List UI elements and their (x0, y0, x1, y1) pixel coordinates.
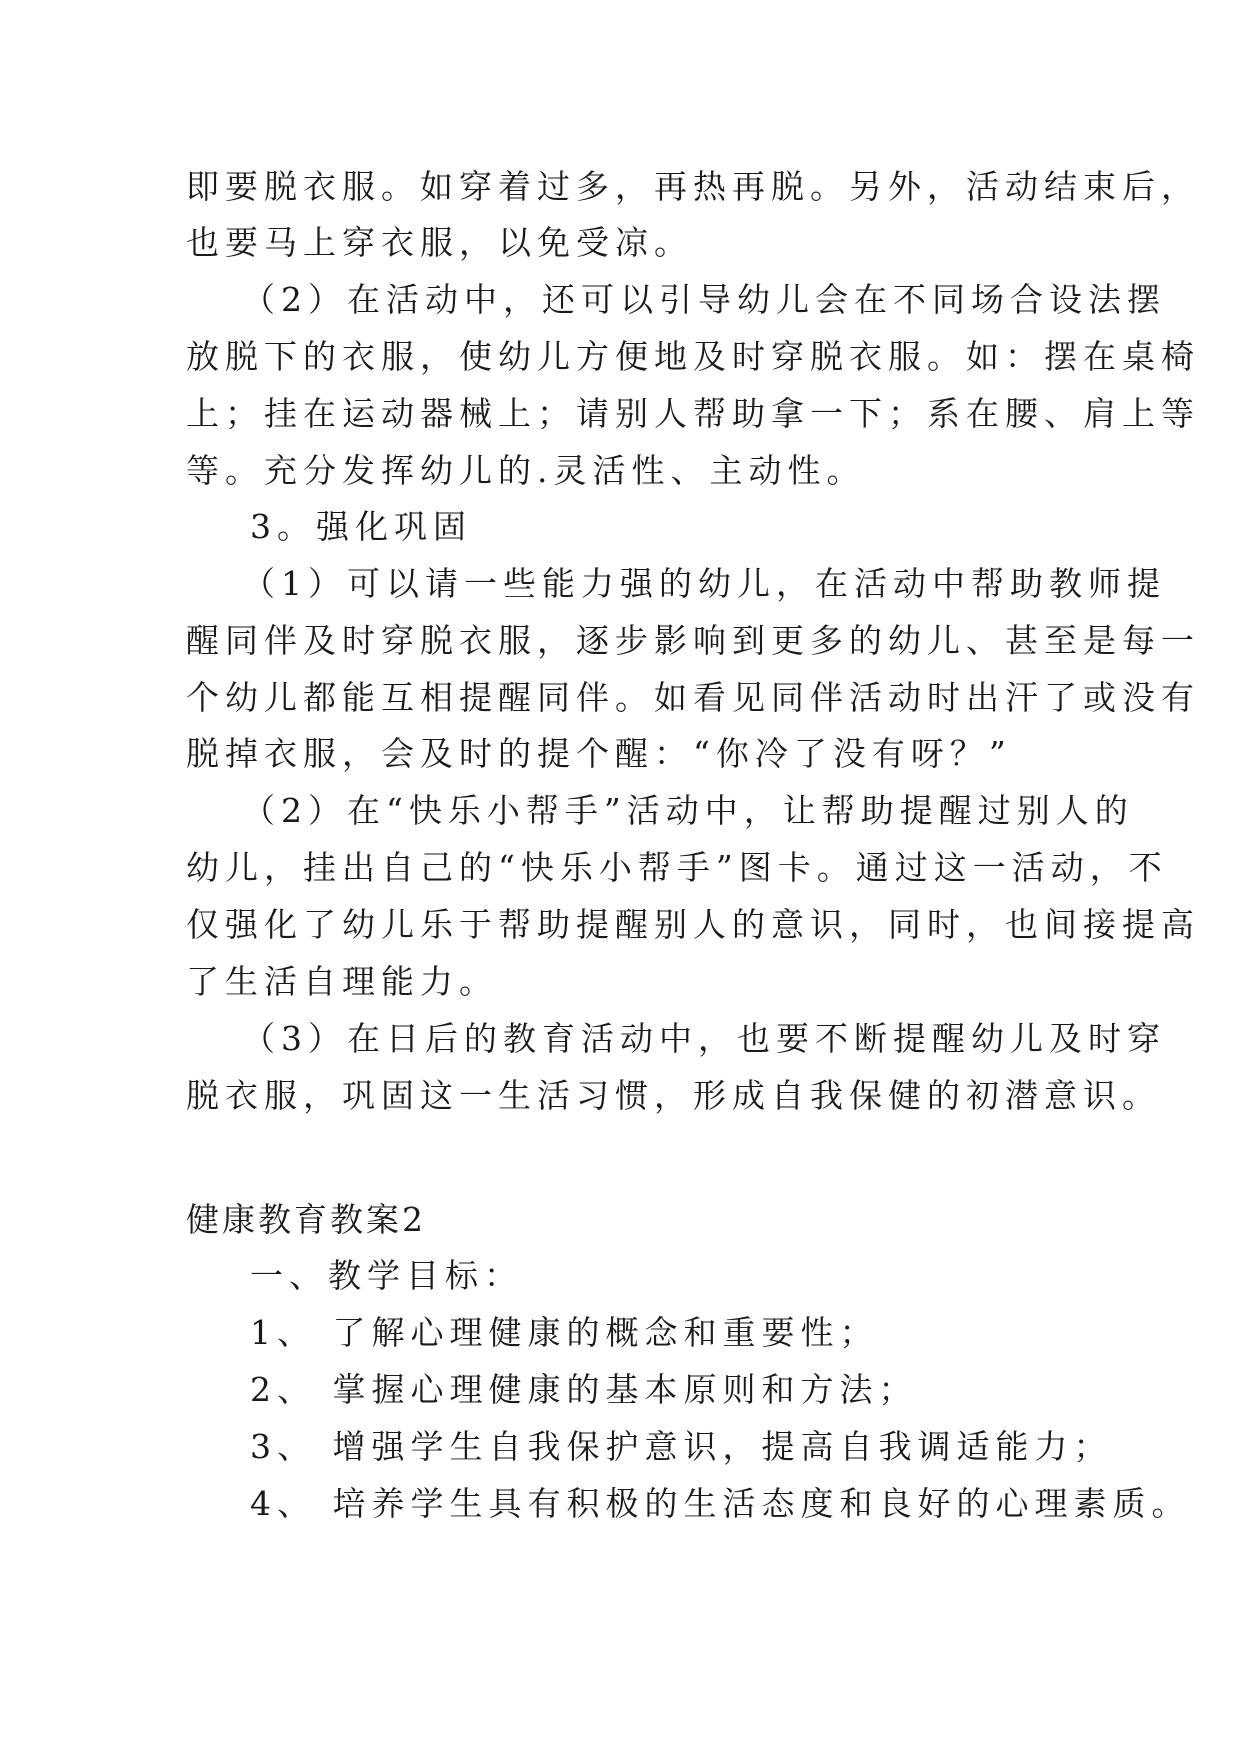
body-line-3: （2）在活动中，还可以引导幼儿会在不同场合设法摆 (242, 280, 1166, 319)
body-line-17: 脱衣服，巩固这一生活习惯，形成自我保健的初潜意识。 (186, 1076, 1161, 1115)
body-line-9: 醒同伴及时穿脱衣服，逐步影响到更多的幼儿、甚至是每一 (186, 621, 1200, 660)
body-line-11: 脱掉衣服，会及时的提个醒：“你冷了没有呀？” (186, 734, 1012, 773)
objective-item-4: 4、 培养学生具有积极的生活态度和良好的心理素质。 (250, 1484, 1191, 1523)
body-line-12: （2）在“快乐小帮手”活动中，让帮助提醒过别人的 (242, 791, 1134, 830)
objectives-heading: 一、教学目标： (250, 1256, 523, 1295)
body-line-15: 了生活自理能力。 (186, 962, 498, 1001)
section-title: 健康教育教案2 (186, 1200, 426, 1239)
body-line-14: 仅强化了幼儿乐于帮助提醒别人的意识，同时，也间接提高 (186, 905, 1200, 944)
body-line-4: 放脱下的衣服，使幼儿方便地及时穿脱衣服。如：摆在桌椅 (186, 337, 1200, 376)
body-line-1: 即要脱衣服。如穿着过多，再热再脱。另外，活动结束后， (186, 167, 1200, 206)
body-line-8: （1）可以请一些能力强的幼儿，在活动中帮助教师提 (242, 564, 1166, 603)
body-line-5: 上；挂在运动器械上；请别人帮助拿一下；系在腰、肩上等 (186, 394, 1200, 433)
objective-item-2: 2、 掌握心理健康的基本原则和方法； (250, 1370, 918, 1409)
body-line-13: 幼儿，挂出自己的“快乐小帮手”图卡。通过这一活动，不 (186, 848, 1168, 887)
body-line-10: 个幼儿都能互相提醒同伴。如看见同伴活动时出汗了或没有 (186, 678, 1200, 717)
body-line-6: 等。充分发挥幼儿的.灵活性、主动性。 (186, 451, 866, 490)
body-line-16: （3）在日后的教育活动中，也要不断提醒幼儿及时穿 (242, 1019, 1166, 1058)
subheading-line: 3。强化巩固 (250, 507, 472, 546)
body-line-2: 也要马上穿衣服，以免受凉。 (186, 223, 693, 262)
objective-item-1: 1、 了解心理健康的概念和重要性； (250, 1313, 879, 1352)
objective-item-3: 3、 增强学生自我保护意识，提高自我调适能力； (250, 1427, 1113, 1466)
